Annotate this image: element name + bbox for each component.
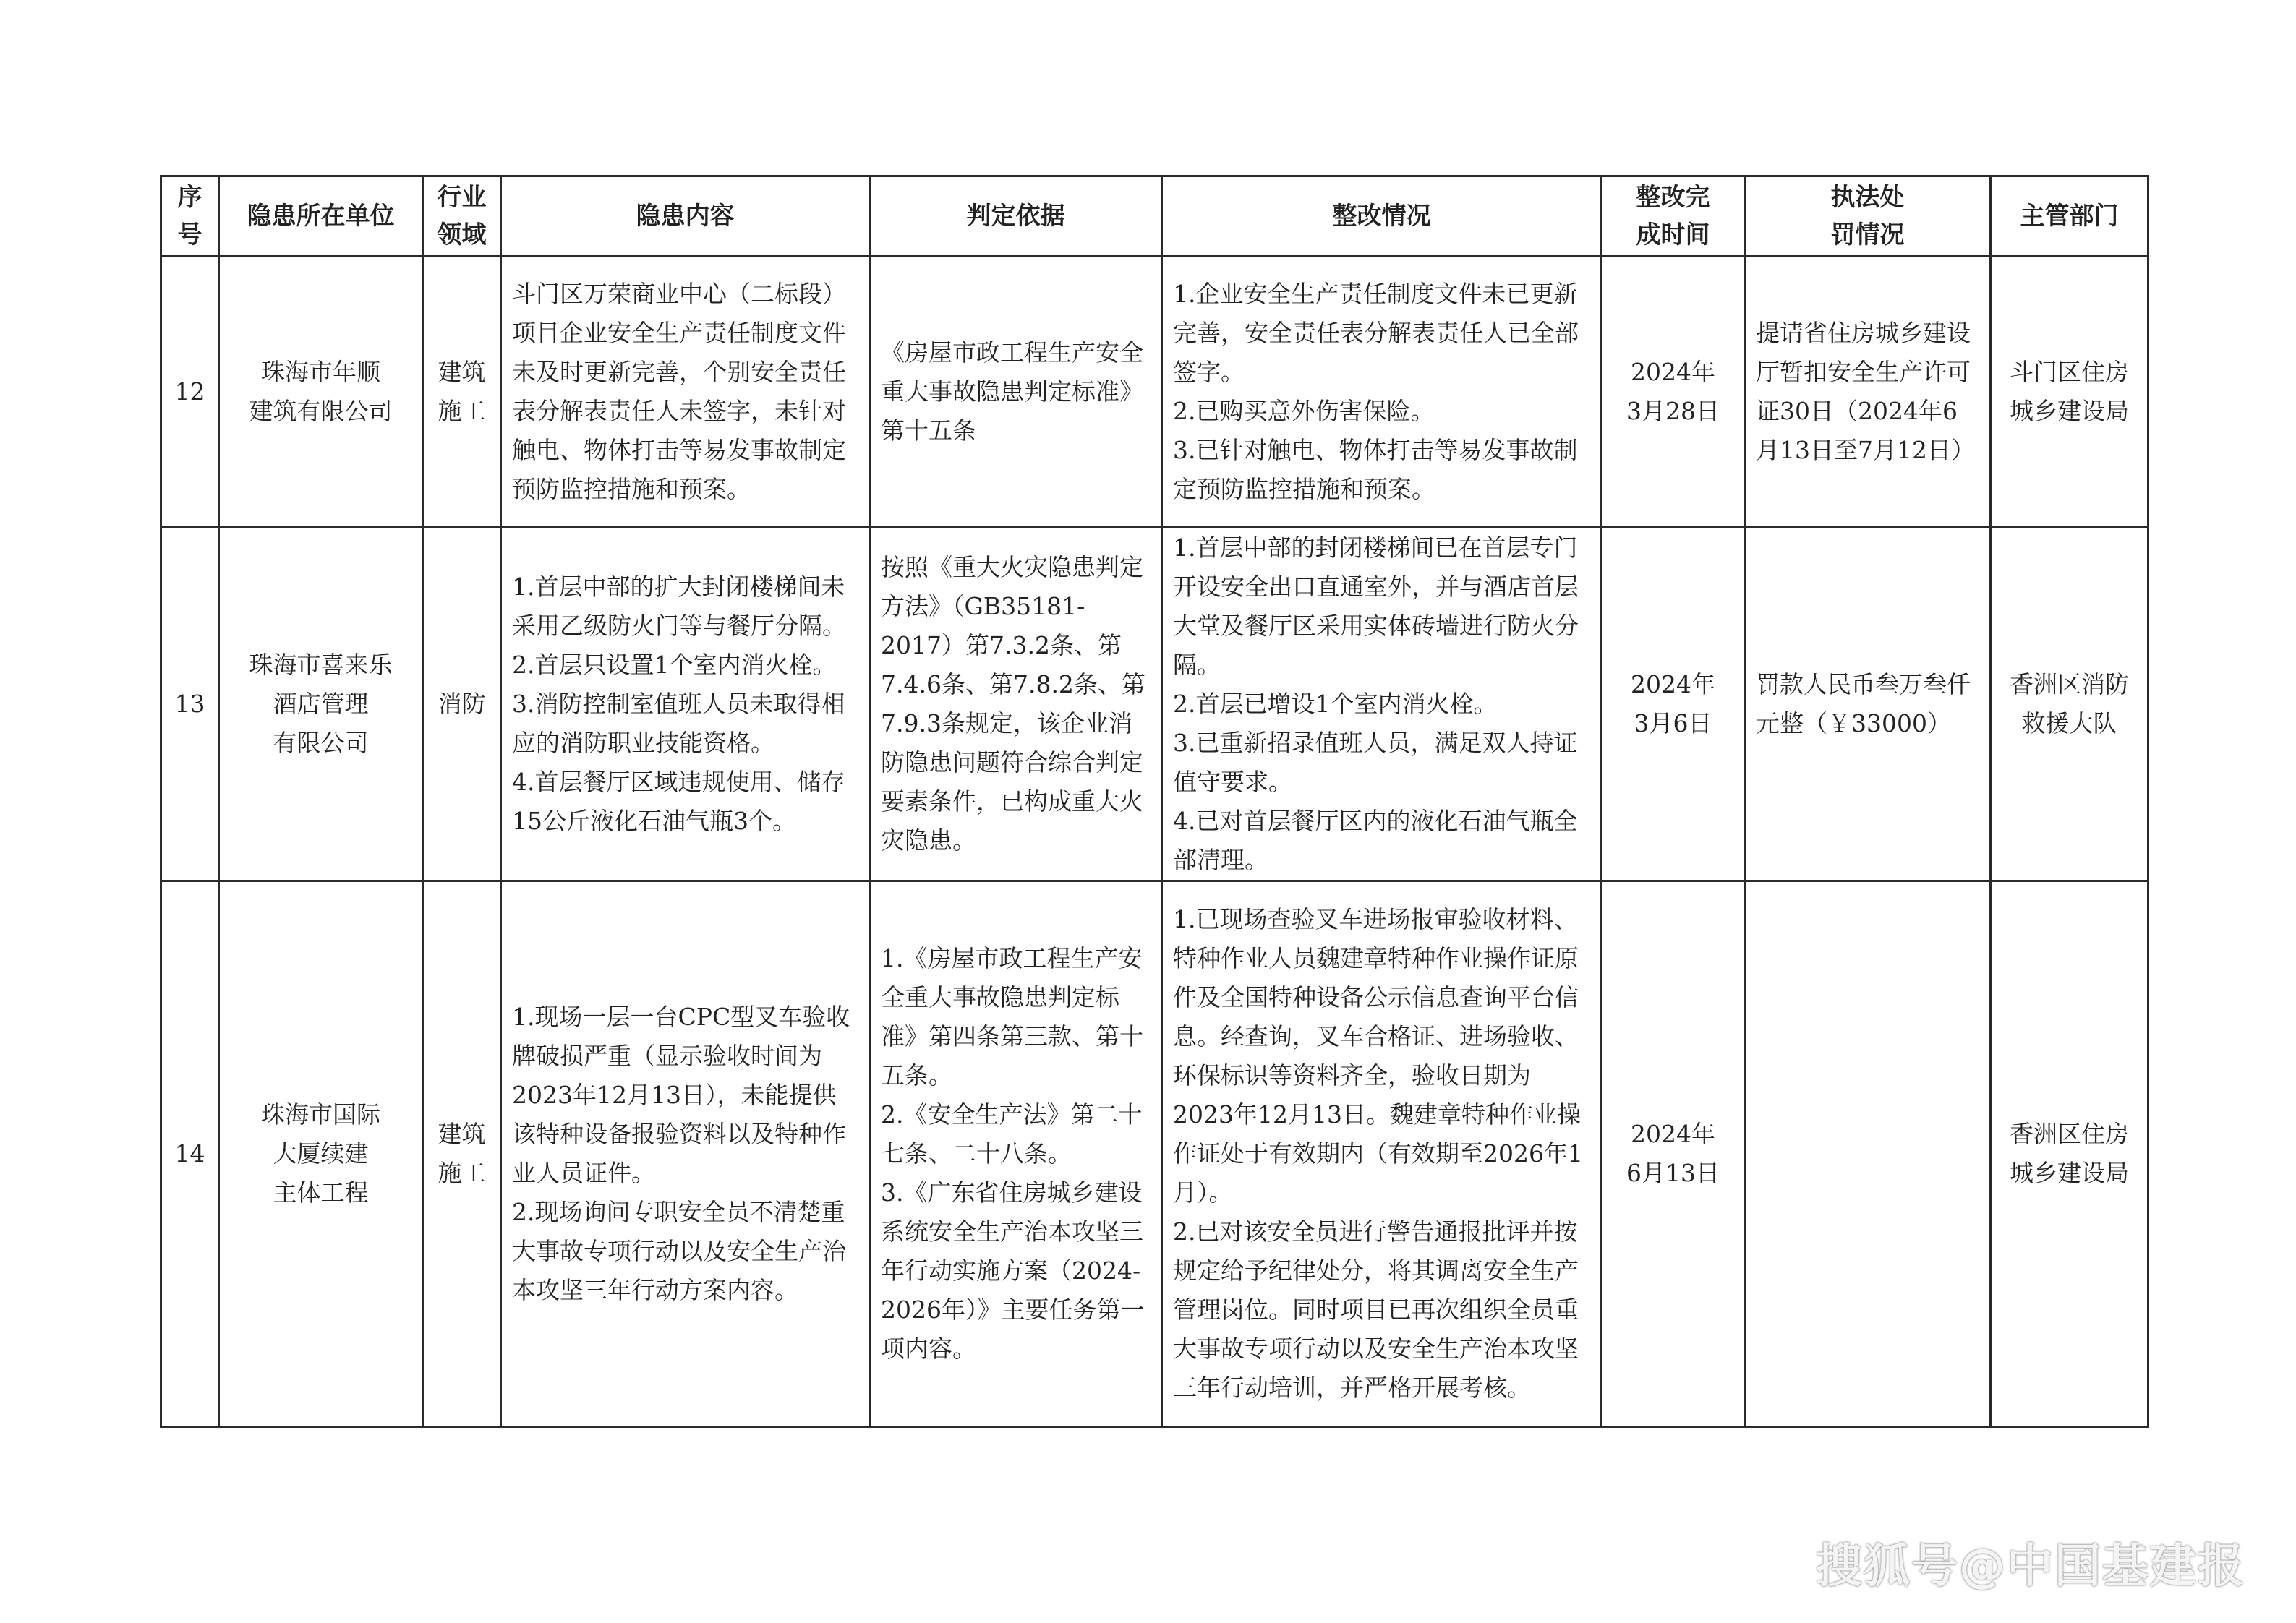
row-penalty: 罚款人民币叁万叁仟元整（￥33000） <box>1745 528 1991 881</box>
row-dept: 斗门区住房 城乡建设局 <box>1991 257 2148 528</box>
row-field: 消防 <box>423 528 501 881</box>
row-date: 2024年 3月28日 <box>1602 257 1745 528</box>
row-unit: 珠海市国际 大厦续建 主体工程 <box>219 881 423 1427</box>
source-watermark: 搜狐号@中国基建报 <box>1816 1540 2245 1593</box>
row-unit: 珠海市喜来乐 酒店管理 有限公司 <box>219 528 423 881</box>
row-no: 12 <box>161 257 219 528</box>
table-row <box>161 528 2148 881</box>
row-no: 13 <box>161 528 219 881</box>
row-date: 2024年 6月13日 <box>1602 881 1745 1427</box>
row-unit: 珠海市年顺 建筑有限公司 <box>219 257 423 528</box>
table-row <box>161 881 2148 1427</box>
table-row <box>161 257 2148 528</box>
row-rectification: 1.首层中部的封闭楼梯间已在首层专门开设安全出口直通室外，并与酒店首层大堂及餐厅区采用实体砖墙进行防火分隔。 2.首层已增设1个室内消火栓。 3.已重新招录值班人员，满足双人持证值守要求。 4.已对首层餐厅区内的液化石油气瓶全部清理。 <box>1162 528 1602 881</box>
header-no: 序 号 <box>161 176 219 257</box>
row-basis: 1.《房屋市政工程生产安全重大事故隐患判定标准》第四条第三款、第十五条。 2.《安全生产法》第二十七条、二十八条。 3.《广东省住房城乡建设系统安全生产治本攻坚三年行动实施方案（2024-2026年）》主要任务第一项内容。 <box>870 881 1162 1427</box>
header-rectification: 整改情况 <box>1162 176 1602 257</box>
row-hazard: 斗门区万荣商业中心（二标段）项目企业安全生产责任制度文件未及时更新完善，个别安全责任表分解表责任人未签字，未针对触电、物体打击等易发事故制定预防监控措施和预案。 <box>501 257 870 528</box>
hazard-table <box>160 175 2149 1428</box>
row-dept: 香洲区住房 城乡建设局 <box>1991 881 2148 1427</box>
row-rectification: 1.企业安全生产责任制度文件未已更新完善，安全责任表分解表责任人已全部签字。 2.已购买意外伤害保险。 3.已针对触电、物体打击等易发事故制定预防监控措施和预案。 <box>1162 257 1602 528</box>
row-dept: 香洲区消防 救援大队 <box>1991 528 2148 881</box>
header-hazard: 隐患内容 <box>501 176 870 257</box>
row-hazard: 1.首层中部的扩大封闭楼梯间未采用乙级防火门等与餐厅分隔。 2.首层只设置1个室内消火栓。 3.消防控制室值班人员未取得相应的消防职业技能资格。 4.首层餐厅区域违规使用、储存15公斤液化石油气瓶3个。 <box>501 528 870 881</box>
row-field: 建筑 施工 <box>423 881 501 1427</box>
header-unit: 隐患所在单位 <box>219 176 423 257</box>
table-header-row <box>161 176 2148 257</box>
row-basis: 按照《重大火灾隐患判定方法》（GB35181-2017）第7.3.2条、第7.4.6条、第7.8.2条、第7.9.3条规定，该企业消防隐患问题符合综合判定要素条件，已构成重大火灾隐患。 <box>870 528 1162 881</box>
row-no: 14 <box>161 881 219 1427</box>
row-field: 建筑 施工 <box>423 257 501 528</box>
row-date: 2024年 3月6日 <box>1602 528 1745 881</box>
row-rectification: 1.已现场查验叉车进场报审验收材料、特种作业人员魏建章特种作业操作证原件及全国特种设备公示信息查询平台信息。经查询，叉车合格证、进场验收、环保标识等资料齐全，验收日期为2023年12月13日。魏建章特种作业操作证处于有效期内（有效期至2026年1月）。 2.已对该安全员进行警告通报批评并按规定给予纪律处分，将其调离安全生产管理岗位。同时项目已再次组织全员重大事故专项行动以及安全生产治本攻坚三年行动培训，并严格开展考核。 <box>1162 881 1602 1427</box>
row-penalty: 提请省住房城乡建设厅暂扣安全生产许可证30日（2024年6月13日至7月12日） <box>1745 257 1991 528</box>
row-penalty <box>1745 881 1991 1427</box>
row-basis: 《房屋市政工程生产安全重大事故隐患判定标准》第十五条 <box>870 257 1162 528</box>
header-dept: 主管部门 <box>1991 176 2148 257</box>
header-penalty: 执法处 罚情况 <box>1745 176 1991 257</box>
header-field: 行业 领域 <box>423 176 501 257</box>
header-basis: 判定依据 <box>870 176 1162 257</box>
row-hazard: 1.现场一层一台CPC型叉车验收牌破损严重（显示验收时间为2023年12月13日），未能提供该特种设备报验资料以及特种作业人员证件。 2.现场询问专职安全员不清楚重大事故专项行动以及安全生产治本攻坚三年行动方案内容。 <box>501 881 870 1427</box>
header-date: 整改完 成时间 <box>1602 176 1745 257</box>
